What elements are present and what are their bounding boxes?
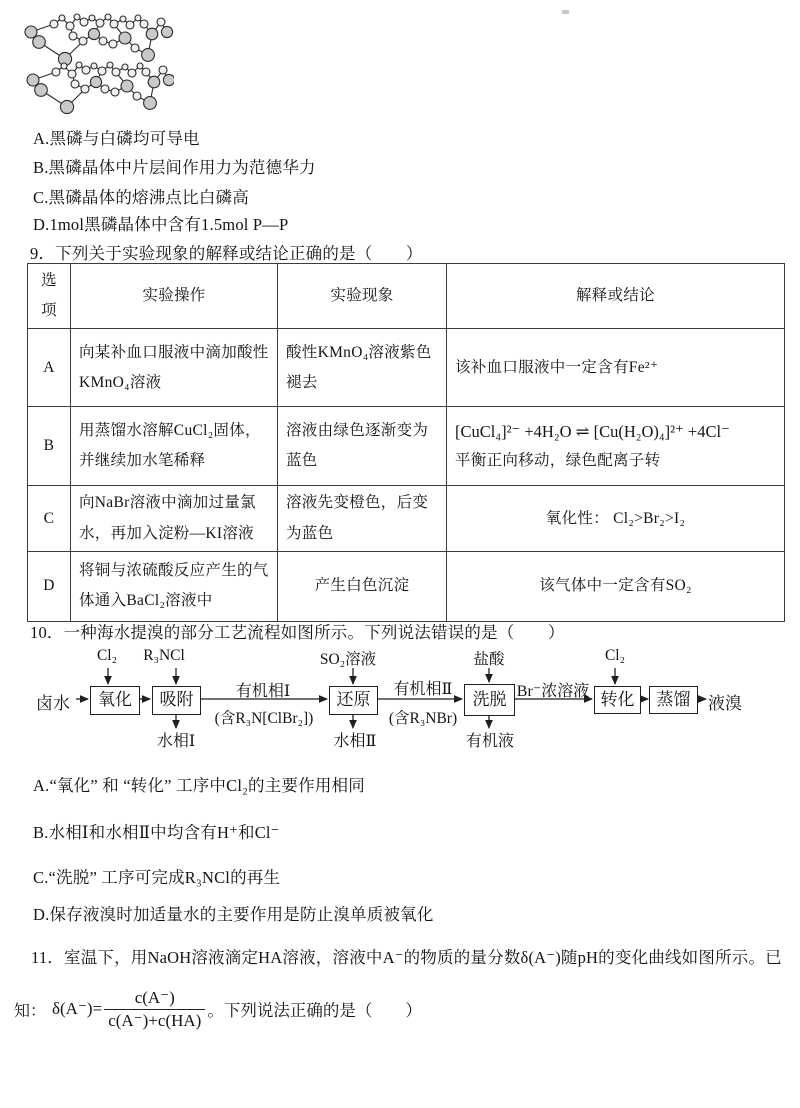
q8-option-b: B.黑磷晶体中片层间作用力为范德华力 [33,158,316,177]
flow-input-cl2-1: Cl₂ [96,647,118,664]
q11-delta-expression: δ(A⁻)= [52,999,103,1018]
q10-option-c: C.“洗脱” 工序可完成R₃NCl的再生 [33,868,281,887]
q8-option-d: D.1mol黑磷晶体中含有1.5mol P—P [33,215,289,234]
flow-stream1-bottom: (含R₃N[ClBr₂]) [214,710,314,727]
header-conclusion: 解释或结论 [447,264,785,329]
flow-stream2-bottom: (含R₃NBr) [388,710,458,727]
q10-option-a: A.“氧化” 和 “转化” 工序中Cl₂的主要作用相同 [33,776,365,795]
q11-formula-line [14,978,422,1040]
header-phenomenon: 实验现象 [278,264,447,329]
row-a-conclusion: 该补血口服液中一定含有Fe²⁺ [447,329,785,407]
header-operation: 实验操作 [71,264,278,329]
row-b-equation: [CuCl₄]²⁻ +4H₂O ⇌ [Cu(H₂O)₄]²⁺ +4Cl⁻ [455,422,730,442]
row-a-phenomenon: 酸性KMnO₄溶液紫色褪去 [278,329,447,407]
flow-box-distillation: 蒸馏 [649,686,698,714]
q10-stem: 10．一种海水提溴的部分工艺流程如图所示。下列说法错误的是（ ） [30,623,565,642]
row-a-operation: 向某补血口服液中滴加酸性KMnO₄溶液 [71,329,278,407]
q11-know-label: 知： [14,1002,47,1020]
flow-box-reduction: 还原 [329,686,378,715]
row-b-equation-note: 平衡正向移动，绿色配离子转 [455,452,661,470]
flow-input-r3ncl: R₃NCl [143,647,185,664]
row-c-operation: 向NaBr溶液中滴加过量氯水，再加入淀粉—KI溶液 [71,486,278,551]
row-d-option: D [28,551,71,621]
q9-stem: 9．下列关于实验现象的解释或结论正确的是（ ） [30,244,423,263]
flow-input-so2: SO₂溶液 [319,651,377,668]
black-phosphorus-structure-image [24,6,174,116]
flow-input-cl2-2: Cl₂ [604,647,626,664]
flow-box-conversion: 转化 [594,686,641,714]
flow-output-aqueous1: 水相Ⅰ [156,733,196,750]
table-header-row [28,264,785,329]
flow-box-elution: 洗脱 [464,684,515,716]
row-d-operation: 将铜与浓硫酸反应产生的气体通入BaCl₂溶液中 [71,551,278,621]
q8-option-a: A.黑磷与白磷均可导电 [33,129,200,148]
flow-box-oxidation: 氧化 [90,686,140,715]
row-a-option: A [28,329,71,407]
q10-option-b: B.水相Ⅰ和水相Ⅱ中均含有H⁺和Cl⁻ [33,823,280,842]
row-d-phenomenon: 产生白色沉淀 [278,551,447,621]
flow-output-aqueous2: 水相Ⅱ [333,733,377,750]
flow-source-label: 卤水 [36,694,70,713]
bromine-process-flow-diagram [0,640,800,754]
row-d-conclusion: 该气体中一定含有SO₂ [447,551,785,621]
row-b-phenomenon: 溶液由绿色逐渐变为蓝色 [278,407,447,486]
flow-box-adsorption: 吸附 [152,686,201,715]
row-c-option: C [28,486,71,551]
row-b-operation: 用蒸馏水溶解CuCl₂固体，并继续加水笔稀释 [71,407,278,486]
q8-option-c: C.黑磷晶体的熔沸点比白磷高 [33,188,249,207]
fraction-denominator: c(A⁻)+c(HA) [108,1010,202,1030]
flow-product-label: 液溴 [708,694,742,713]
row-c-phenomenon: 溶液先变橙色，后变为蓝色 [278,486,447,551]
table-row-b [28,407,785,486]
flow-output-organic: 有机液 [465,733,515,750]
q9-table [27,263,785,622]
q11-fraction [104,988,205,1031]
table-row-c [28,486,785,551]
table-row-a [28,329,785,407]
flow-input-hcl: 盐酸 [473,651,505,668]
q11-stem-tail: 。下列说法正确的是（ ） [207,1001,422,1020]
row-b-option: B [28,407,71,486]
flow-stream3-top: Br⁻浓溶液 [516,683,590,700]
flow-stream2-top: 有机相Ⅱ [393,681,453,698]
row-b-conclusion [447,407,785,486]
row-c-conclusion: 氧化性： Cl₂>Br₂>I₂ [447,486,785,551]
flow-stream1-top: 有机相Ⅰ [235,683,291,700]
fraction-numerator: c(A⁻) [134,987,175,1007]
scan-artifact-speck [562,10,569,14]
header-option: 选项 [28,264,71,329]
q10-option-d: D.保存液溴时加适量水的主要作用是防止溴单质被氧化 [33,905,434,924]
table-row-d [28,551,785,621]
q11-stem-line1: 11．室温下，用NaOH溶液滴定HA溶液，溶液中A⁻的物质的量分数δ(A⁻)随pH的变化曲线如图所示。已 [31,948,782,967]
